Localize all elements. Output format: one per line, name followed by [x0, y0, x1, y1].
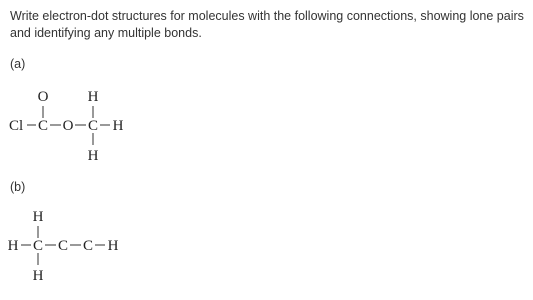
atom-h-top: H — [87, 89, 99, 105]
structure-a — [0, 80, 140, 180]
atom-h-bottom: H — [87, 148, 99, 164]
atom-c1: C — [37, 118, 49, 134]
question-text: Write electron-dot structures for molecules with the following connections, showing lone pairs and identifying any multiple bonds. — [10, 9, 524, 40]
atom-cl: Cl — [9, 118, 24, 134]
part-b-label: (b) — [10, 180, 26, 194]
part-a-label: (a) — [10, 57, 26, 71]
structure-b — [0, 200, 140, 300]
atom-h-right: H — [112, 118, 124, 134]
atom-o-top: O — [37, 89, 49, 105]
atom-c2: C — [57, 238, 69, 254]
atom-c1: C — [32, 238, 44, 254]
atom-o-mid: O — [62, 118, 74, 134]
atom-h-left: H — [7, 238, 19, 254]
atom-h-bottom: H — [32, 268, 44, 284]
atom-c3: C — [82, 238, 94, 254]
atom-h-right: H — [107, 238, 119, 254]
atom-h-top: H — [32, 209, 44, 225]
atom-c2: C — [87, 118, 99, 134]
